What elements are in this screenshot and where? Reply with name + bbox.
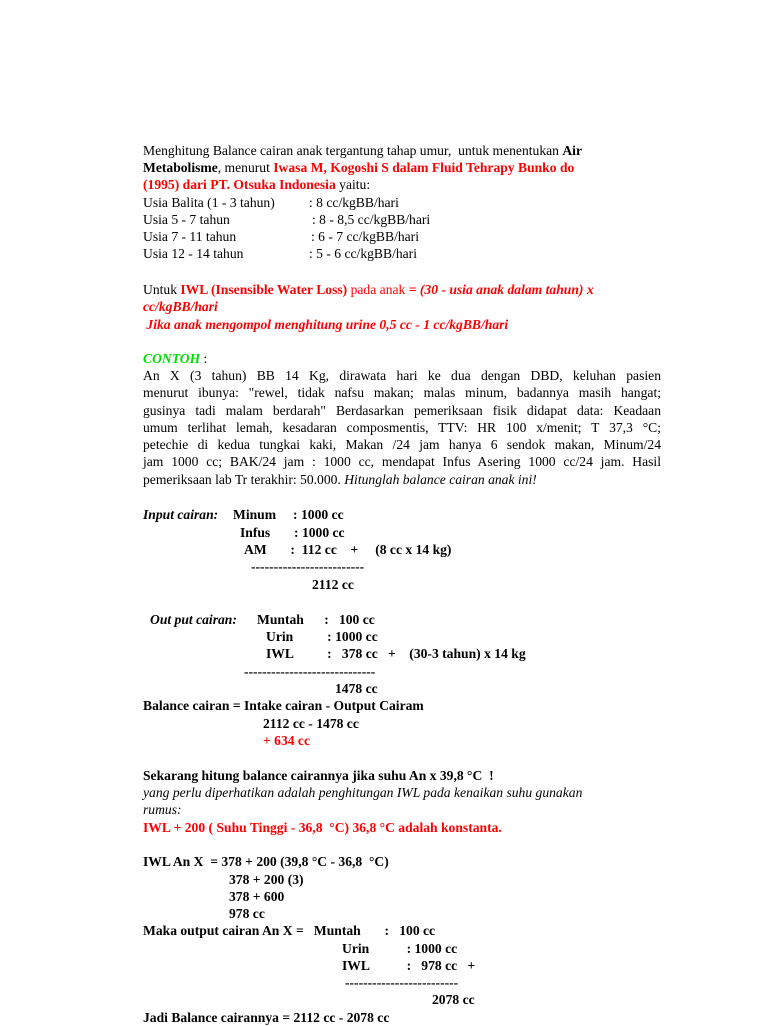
calc-line: IWL An X = 378 + 200 (39,8 °C - 36,8 °C): [143, 854, 389, 869]
input-minum: Minum : 1000 cc: [233, 507, 344, 522]
contoh-line: umum terlihat lemah, kesadaran composmentis, TTV: HR 100 x/menit; T 37,3 °C;: [143, 420, 661, 435]
output-muntah: Muntah : 100 cc: [257, 612, 375, 627]
iwl-formula-2: cc/kgBB/hari: [143, 299, 218, 314]
input-total: 2112 cc: [312, 577, 354, 592]
suhu-formula: IWL + 200 ( Suhu Tinggi - 36,8 °C) 36,8 °C adalah konstanta.: [143, 820, 502, 835]
contoh-last-line: [143, 471, 537, 488]
age-value: : 5 - 6 cc/kgBB/hari: [309, 246, 417, 261]
intro-source-2: (1995) dari PT. Otsuka Indonesia: [143, 177, 336, 192]
age-label: Usia 5 - 7 tahun: [143, 212, 230, 227]
input-infus: Infus : 1000 cc: [240, 525, 345, 540]
iwl-formula: = (30 - usia anak dalam tahun) x: [408, 282, 594, 297]
calc-line: 978 cc: [229, 906, 265, 921]
suhu-note-2: rumus:: [143, 802, 182, 817]
calc-line: 378 + 200 (3): [229, 872, 304, 887]
intro-source: Iwasa M, Kogoshi S dalam Fluid Tehrapy Bunko do: [273, 160, 575, 175]
age-value: : 6 - 7 cc/kgBB/hari: [311, 229, 419, 244]
age-label: Usia Balita (1 - 3 tahun): [143, 195, 275, 210]
contoh-line: jam 1000 cc; BAK/24 jam : 1000 cc, mendapat Infus Asering 1000 cc/24 jam. Hasil: [143, 454, 661, 469]
suhu-title: Sekarang hitung balance cairannya jika suhu An x 39,8 °C !: [143, 768, 494, 783]
iwl-untuk: Untuk: [143, 282, 181, 297]
contoh-line: menurut ibunya: "rewel, tidak nafsu makan; malas minum, badannya masih hangat;: [143, 385, 661, 400]
balance-result: + 634 cc: [263, 733, 311, 748]
balance-formula: Balance cairan = Intake cairan - Output Cairam: [143, 698, 424, 713]
calc-output-urin: Urin : 1000 cc: [342, 941, 458, 956]
intro-bold: Air: [562, 143, 582, 158]
balance-calc: 2112 cc - 1478 cc: [263, 716, 359, 731]
contoh-question: Hitunglah balance cairan anak ini!: [344, 472, 537, 487]
intro-line-1: [143, 142, 582, 159]
contoh-heading: [143, 350, 207, 367]
contoh-line: petechie di kedua tungkai kaki, Makan /24 jam hanya 6 sendok makan, Minum/24: [143, 437, 661, 452]
contoh-colon: :: [200, 351, 208, 366]
intro-text-2: , menurut: [217, 160, 274, 175]
output-separator: -----------------------------: [244, 664, 376, 679]
output-total: 1478 cc: [335, 681, 378, 696]
calc-output-muntah: Maka output cairan An X = Muntah : 100 cc: [143, 923, 436, 938]
age-label: Usia 7 - 11 tahun: [143, 229, 237, 244]
calc-final: Jadi Balance cairannya = 2112 cc - 2078 cc: [143, 1010, 390, 1025]
calc-separator: -------------------------: [345, 975, 459, 990]
output-urin: Urin : 1000 cc: [266, 629, 378, 644]
intro-bold-2: Metabolisme: [143, 160, 218, 175]
contoh-line: gusinya tadi malam berdarah" Berdasarkan pemeriksaan fisik didapat data: Keadaan: [143, 403, 661, 418]
calc-output-iwl: IWL : 978 cc +: [342, 958, 476, 973]
age-value: : 8 cc/kgBB/hari: [309, 195, 399, 210]
output-iwl: IWL : 378 cc + (30-3 tahun) x 14 kg: [266, 646, 526, 661]
iwl-ngompol: Jika anak mengompol menghitung urine 0,5 cc - 1 cc/kgBB/hari: [143, 317, 509, 332]
intro-text-3: yaitu:: [335, 177, 371, 192]
input-separator: -------------------------: [251, 559, 365, 574]
suhu-note: yang perlu diperhatikan adalah penghitungan IWL pada kenaikan suhu gunakan: [143, 785, 583, 800]
age-value: : 8 - 8,5 cc/kgBB/hari: [312, 212, 431, 227]
input-am: AM : 112 cc + (8 cc x 14 kg): [244, 542, 452, 557]
input-label: Input cairan:: [143, 507, 219, 522]
iwl-pada: pada anak: [347, 282, 409, 297]
output-label: Out put cairan:: [150, 612, 237, 627]
intro-text: Menghitung Balance cairan anak tergantung tahap umur, untuk menentukan: [143, 143, 563, 158]
age-label: Usia 12 - 14 tahun: [143, 246, 244, 261]
iwl-line-1: [143, 281, 594, 298]
calc-line: 378 + 600: [229, 889, 285, 904]
calc-output-total: 2078 cc: [432, 992, 475, 1007]
contoh-last-plain: pemeriksaan lab Tr terakhir: 50.000.: [143, 472, 345, 487]
intro-line-2: [143, 159, 574, 176]
iwl-term: IWL (Insensible Water Loss): [180, 282, 348, 297]
intro-line-3: [143, 176, 370, 193]
contoh-line: An X (3 tahun) BB 14 Kg, dirawata hari ke dua dengan DBD, keluhan pasien: [143, 368, 661, 383]
contoh-label: CONTOH: [143, 351, 201, 366]
